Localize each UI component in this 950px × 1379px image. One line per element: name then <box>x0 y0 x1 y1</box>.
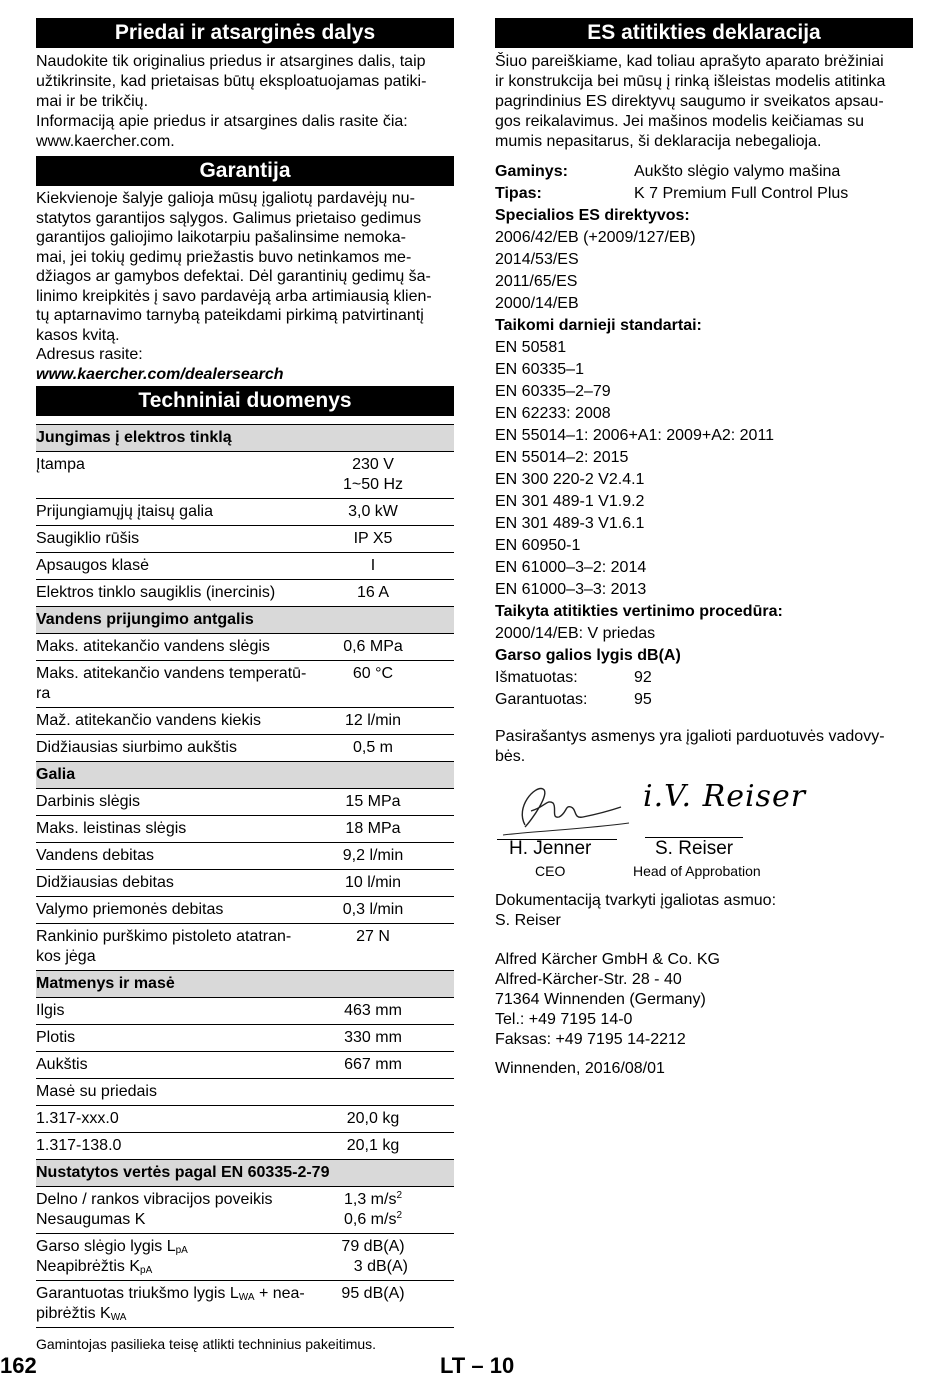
table-row <box>36 708 454 735</box>
procedure-value: 2000/14/EB: V priedas <box>495 625 656 642</box>
row-label: Vandens debitas <box>36 843 338 870</box>
text-line: statytos garantijos sąlygos. Galimus prietaiso gedimus <box>36 209 422 227</box>
table-row <box>36 1187 454 1234</box>
section-label: Galia <box>36 762 454 789</box>
measured-row: Išmatuotas: 92 <box>495 669 652 686</box>
tech-note: Gamintojas pasilieka teisę atlikti techninius pakeitimus. <box>36 1336 377 1352</box>
row-label: Garantuotas triukšmo lygis $L_{WA} + nea-$ pibrėžtis $K_{WA}$ <box>36 1281 338 1328</box>
declaration-intro <box>495 52 913 152</box>
text-line: garantijos galiojimo laikotarpiu pašalinsime nemoka- <box>36 229 406 246</box>
dealer-search-link[interactable]: www.kaercher.com/dealersearch <box>36 365 284 383</box>
signers-text <box>495 727 913 767</box>
table-row <box>36 1133 454 1160</box>
table-row <box>36 1281 454 1328</box>
text-line: Naudokite tik originalius priedus ir atsargines dalis, taip <box>36 53 426 70</box>
type-row: Tipas: K 7 Premium Full Control Plus <box>495 185 849 202</box>
doc-name: S. Reiser <box>495 912 561 929</box>
row-label: Maks. leistinas slėgis <box>36 816 338 843</box>
text-line: Kiekvienoje šalyje galioja mūsų įgaliotų pardavėjų nu- <box>36 190 415 207</box>
row-label: 1.317-138.0 <box>36 1133 338 1160</box>
table-row <box>36 1079 454 1106</box>
row-value: 0,3 l/min <box>338 897 454 924</box>
row-value: 9,2 l/min <box>338 843 454 870</box>
accessories-heading: Priedai ir atsarginės dalys <box>36 18 454 48</box>
signer2-name: S. Reiser <box>655 838 734 859</box>
doc-label: Dokumentaciją tvarkyti įgaliotas asmuo: <box>495 892 777 909</box>
text-line: gos reikalavimus. Jei mašinos modelis keičiamas su <box>495 113 865 130</box>
directive-item: 2014/53/ES <box>495 251 579 268</box>
row-label: Masė su priedais <box>36 1079 454 1106</box>
table-row <box>36 452 454 499</box>
table-row <box>36 897 454 924</box>
standard-item: EN 61000–3–3: 2013 <box>495 581 647 598</box>
standard-item: EN 55014–2: 2015 <box>495 449 629 466</box>
row-label: Maks. atitekančio vandens temperatū- ra <box>36 661 338 708</box>
table-row <box>36 924 454 971</box>
row-value: IP X5 <box>338 526 454 553</box>
row-value: 60 °C <box>338 661 454 708</box>
row-value: 1,3 $m/s^2$ 0,6 $m/s^2$ <box>338 1187 454 1234</box>
row-value: 0,5 m <box>338 735 454 762</box>
row-label: Darbinis slėgis <box>36 789 338 816</box>
declaration-heading: ES atitikties deklaracija <box>495 18 913 48</box>
signer2-role: Head of Approbation <box>633 863 761 879</box>
signer1-role: CEO <box>535 863 566 879</box>
text-line: bės. <box>495 748 526 765</box>
text-line: tų aptarnavimo tarnybą pateikdami pirkimą patvirtinantį <box>36 307 424 324</box>
procedure-title: Taikyta atitikties vertinimo procedūra: <box>495 603 783 620</box>
row-value: 20,0 kg <box>338 1106 454 1133</box>
right-column <box>495 18 913 1079</box>
standard-item: EN 60335–1 <box>495 361 584 378</box>
row-label: Apsaugos klasė <box>36 553 338 580</box>
row-label: Aukštis <box>36 1052 338 1079</box>
signature-reiser: i.V. Reiser <box>643 779 807 814</box>
text-line: pagrindinius ES direktyvų saugumo ir sveikatos apsau- <box>495 93 884 110</box>
documentation-block <box>495 891 913 931</box>
standard-item: EN 50581 <box>495 339 567 356</box>
row-label: Įtampa <box>36 452 338 499</box>
directive-item: 2006/42/EB (+2009/127/EB) <box>495 229 696 246</box>
table-row <box>36 1025 454 1052</box>
text-line: mai ir be trikčių. <box>36 93 149 110</box>
standard-item: EN 61000–3–2: 2014 <box>495 559 647 576</box>
table-row <box>36 1234 454 1281</box>
table-row <box>36 661 454 708</box>
table-row <box>36 870 454 897</box>
address-block <box>495 950 913 1050</box>
directives-title: Specialios ES direktyvos: <box>495 207 690 224</box>
text-line: Adresus rasite: <box>36 346 143 363</box>
text-line: Informaciją apie priedus ir atsargines dalis rasite čia: <box>36 113 408 130</box>
row-label: Maks. atitekančio vandens slėgis <box>36 634 338 661</box>
row-label: Saugiklio rūšis <box>36 526 338 553</box>
row-label: Valymo priemonės debitas <box>36 897 338 924</box>
row-value: 463 mm <box>338 998 454 1025</box>
tech-data-table <box>36 424 454 1328</box>
row-label: Didžiausias debitas <box>36 870 338 897</box>
row-value: 16 A <box>338 580 454 607</box>
section-label: Matmenys ir masė <box>36 971 454 998</box>
page-number: 162 <box>0 1353 37 1378</box>
table-section-row <box>36 762 454 789</box>
signature-jenner-icon <box>495 777 635 839</box>
standard-item: EN 55014–1: 2006+A1: 2009+A2: 2011 <box>495 427 775 444</box>
text-line: mumis nepasitarus, ši deklaracija nebegalioja. <box>495 133 822 150</box>
text-line: Pasirašantys asmenys yra įgalioti parduotuvės vadovy- <box>495 728 885 745</box>
product-row: Gaminys: Aukšto slėgio valymo mašina <box>495 163 841 180</box>
row-value: 230 V 1~50 Hz <box>338 452 454 499</box>
accessories-text <box>36 52 454 152</box>
row-value: 18 MPa <box>338 816 454 843</box>
table-section-row <box>36 1160 454 1187</box>
language-page: LT – 10 <box>440 1353 515 1378</box>
signatures <box>495 777 913 887</box>
standard-item: EN 301 489-1 V1.9.2 <box>495 493 645 510</box>
text-line: ir konstrukcija bei mūsų į rinką išleistas modelis atitinka <box>495 73 886 90</box>
text-line: www.kaercher.com. <box>36 133 175 150</box>
table-section-row <box>36 425 454 452</box>
directive-item: 2000/14/EB <box>495 295 579 312</box>
row-label: Rankinio purškimo pistoleto atatran- kos jėga <box>36 924 338 971</box>
table-row <box>36 998 454 1025</box>
row-value: 20,1 kg <box>338 1133 454 1160</box>
table-section-row <box>36 971 454 998</box>
section-label: Vandens prijungimo antgalis <box>36 607 454 634</box>
address-line: Tel.: +49 7195 14-0 <box>495 1011 633 1028</box>
address-line: Alfred Kärcher GmbH & Co. KG <box>495 951 720 968</box>
address-line: Alfred-Kärcher-Str. 28 - 40 <box>495 971 682 988</box>
signer1-name: H. Jenner <box>509 838 592 859</box>
row-label: Delno / rankos vibracijos poveikis Nesaugumas K <box>36 1187 338 1234</box>
table-row <box>36 553 454 580</box>
table-row <box>36 634 454 661</box>
row-label: Garso slėgio lygis $L_{pA}$ Neapibrėžtis $K_{pA}$ <box>36 1234 338 1281</box>
table-row <box>36 580 454 607</box>
row-value: 10 l/min <box>338 870 454 897</box>
sound-title: Garso galios lygis dB(A) <box>495 647 681 664</box>
table-row <box>36 735 454 762</box>
row-value: 3,0 kW <box>338 499 454 526</box>
standard-item: EN 62233: 2008 <box>495 405 611 422</box>
text-line: kasos kvitą. <box>36 326 120 344</box>
row-value: 12 l/min <box>338 708 454 735</box>
table-row <box>36 1052 454 1079</box>
standard-item: EN 60335–2–79 <box>495 383 611 400</box>
declaration-details <box>495 161 913 711</box>
text-line: džiagos ar gamybos defektai. Dėl garantinių gedimų ša- <box>36 268 431 285</box>
guaranteed-row: Garantuotas: 95 <box>495 691 652 708</box>
row-label: Plotis <box>36 1025 338 1052</box>
row-label: Ilgis <box>36 998 338 1025</box>
row-value: 79 dB(A) 3 dB(A) <box>338 1234 454 1281</box>
table-row <box>36 526 454 553</box>
place-date: Winnenden, 2016/08/01 <box>495 1060 665 1077</box>
row-value: 95 dB(A) <box>338 1281 454 1328</box>
row-value: 27 N <box>338 924 454 971</box>
text-line: Šiuo pareiškiame, kad toliau aprašyto aparato brėžiniai <box>495 53 884 70</box>
text-line: mai, jei tokių gedimų priežastis buvo netinkamos me- <box>36 248 412 266</box>
row-label: Elektros tinklo saugiklis (inercinis) <box>36 580 338 607</box>
text-line: užtikrinsite, kad prietaisas būtų eksploatuojamas patiki- <box>36 73 427 90</box>
row-value: 330 mm <box>338 1025 454 1052</box>
standard-item: EN 60950-1 <box>495 537 581 554</box>
row-value: 15 MPa <box>338 789 454 816</box>
row-value: 0,6 MPa <box>338 634 454 661</box>
row-label: Didžiausias siurbimo aukštis <box>36 735 338 762</box>
table-row <box>36 789 454 816</box>
row-value: I <box>338 553 454 580</box>
address-line: 71364 Winnenden (Germany) <box>495 991 706 1008</box>
row-value: 667 mm <box>338 1052 454 1079</box>
section-label: Jungimas į elektros tinklą <box>36 425 454 452</box>
text-line: linimo kreipkitės į savo pardavėją arba artimiausią klien- <box>36 287 432 305</box>
table-row <box>36 816 454 843</box>
directive-item: 2011/65/ES <box>495 273 578 290</box>
address-line: Faksas: +49 7195 14-2212 <box>495 1031 686 1048</box>
row-label: Maž. atitekančio vandens kiekis <box>36 708 338 735</box>
row-label: 1.317-xxx.0 <box>36 1106 338 1133</box>
table-row <box>36 843 454 870</box>
table-section-row <box>36 607 454 634</box>
warranty-text <box>36 189 454 384</box>
standard-item: EN 301 489-3 V1.6.1 <box>495 515 645 532</box>
table-row <box>36 499 454 526</box>
warranty-heading: Garantija <box>36 156 454 186</box>
table-row <box>36 1106 454 1133</box>
section-label: Nustatytos vertės pagal EN 60335-2-79 <box>36 1160 454 1187</box>
left-column <box>36 18 454 1354</box>
row-label: Prijungiamųjų įtaisų galia <box>36 499 338 526</box>
tech-heading: Techniniai duomenys <box>36 386 454 416</box>
standards-title: Taikomi darnieji standartai: <box>495 317 702 334</box>
standard-item: EN 300 220-2 V2.4.1 <box>495 471 645 488</box>
